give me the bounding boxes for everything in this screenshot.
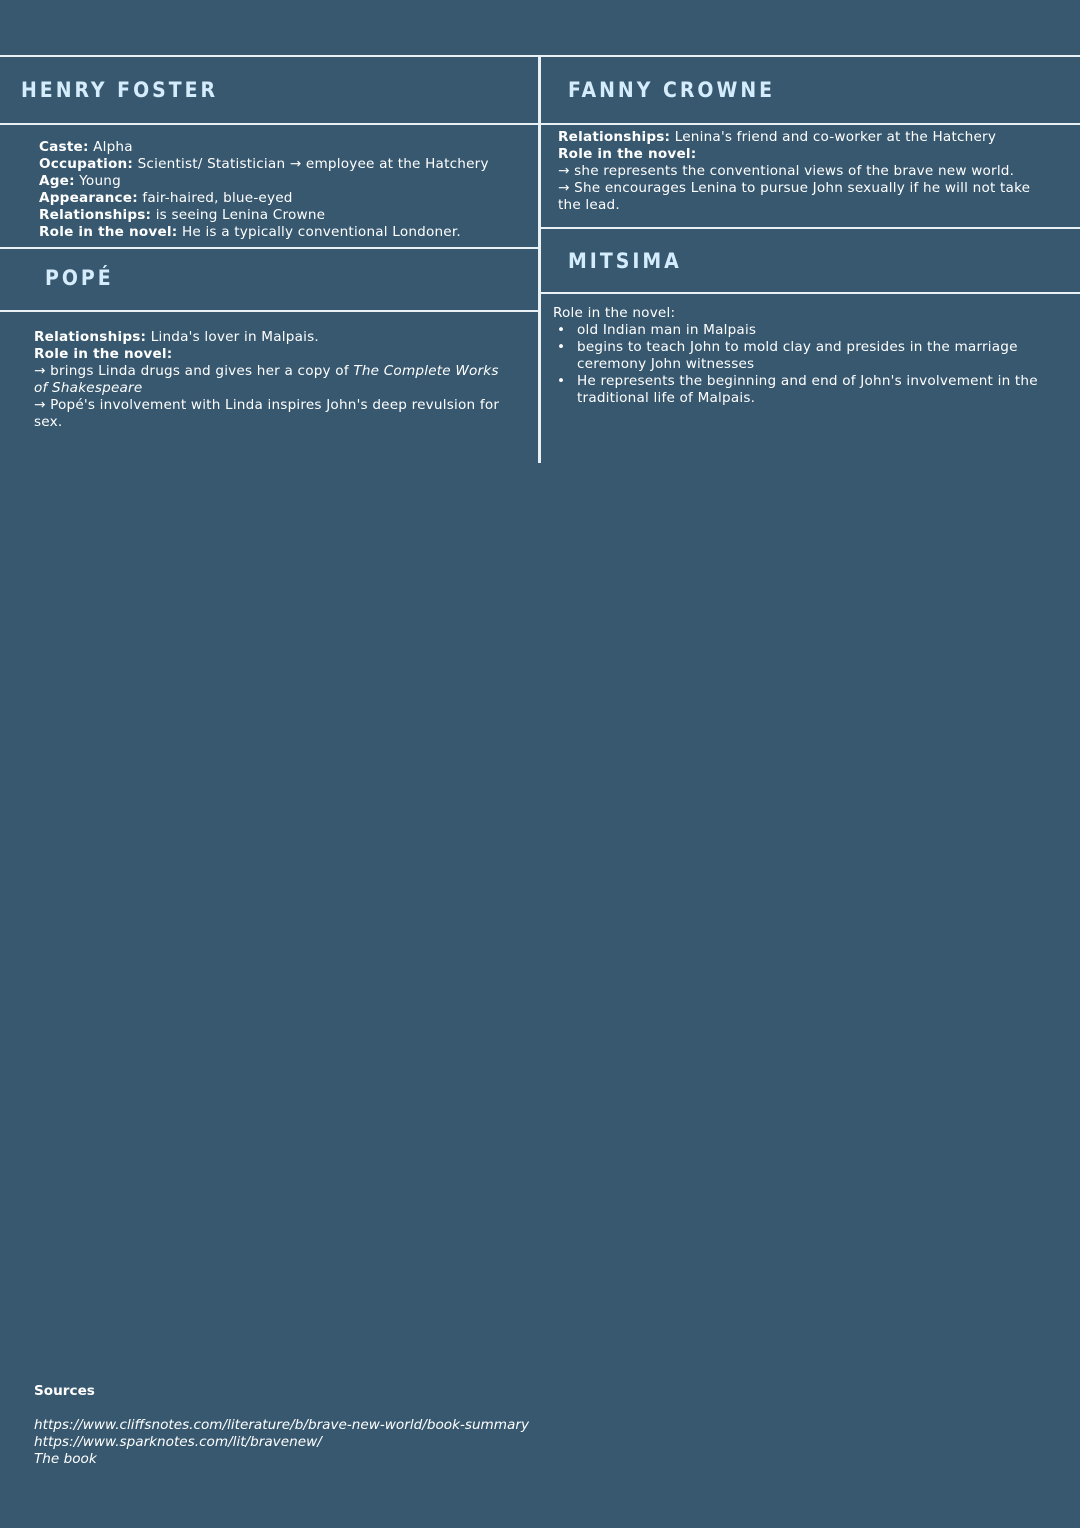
henry-appearance: Appearance: fair-haired, blue-eyed [39, 189, 293, 206]
henry-relationships: Relationships: is seeing Lenina Crowne [39, 206, 326, 223]
henry-age: Age: Young [39, 172, 121, 189]
fanny-role-label: Role in the novel: [558, 145, 697, 162]
pope-role-line-2: → Popé's involvement with Linda inspires John's deep revulsion for sex. [34, 396, 500, 430]
divider-right-mitsima-header-bottom [540, 292, 1080, 294]
source-item: The book [34, 1451, 97, 1467]
henry-foster-title: HENRY FOSTER [21, 78, 219, 102]
pope-role-line-1: → brings Linda drugs and gives her a copy of The Complete Works of Shakespeare [34, 362, 499, 396]
henry-occupation: Occupation: Scientist/ Statistician → employee at the Hatchery [39, 155, 489, 172]
divider-left-pope-header-bottom [0, 310, 539, 312]
source-link[interactable]: https://www.cliffsnotes.com/literature/b/brave-new-world/book-summary [34, 1417, 530, 1433]
henry-foster-details [39, 139, 529, 240]
henry-role: Role in the novel: He is a typically conventional Londoner. [39, 223, 461, 240]
mitsima-details [553, 305, 1043, 406]
divider-left-header-bottom [0, 123, 539, 125]
pope-role-label: Role in the novel: [34, 345, 173, 362]
mitsima-role-list [553, 322, 1043, 407]
fanny-crowne-title: FANNY CROWNE [568, 78, 776, 102]
mitsima-title: MITSIMA [568, 249, 682, 273]
henry-caste: Caste: Alpha [39, 139, 133, 155]
pope-book-title: The Complete Works of Shakespeare [34, 362, 499, 396]
fanny-relationships: Relationships: Lenina's friend and co-worker at the Hatchery [558, 129, 997, 145]
divider-left-middle [0, 247, 539, 249]
pope-title: POPÉ [45, 266, 114, 290]
sources-title: Sources [34, 1383, 95, 1399]
pope-details [34, 329, 514, 430]
mitsima-role-item: • old Indian man in Malpais [553, 322, 1043, 339]
mitsima-role-label: Role in the novel: [553, 305, 676, 321]
mitsima-role-item: • begins to teach John to mold clay and presides in the marriage ceremony John witnesses [553, 339, 1043, 373]
sources-list [34, 1417, 634, 1468]
source-link[interactable]: https://www.sparknotes.com/lit/bravenew/ [34, 1434, 322, 1450]
divider-right-middle [540, 227, 1080, 229]
divider-right-header-bottom [540, 123, 1080, 125]
pope-relationships: Relationships: Linda's lover in Malpais. [34, 329, 319, 345]
fanny-crowne-details [558, 129, 1038, 214]
mitsima-role-item: • He represents the beginning and end of John's involvement in the traditional life of Malpais. [553, 373, 1043, 407]
divider-center [538, 55, 541, 463]
fanny-role-line-1: → she represents the conventional views of the brave new world. [558, 162, 1015, 179]
fanny-role-line-2: → She encourages Lenina to pursue John sexually if he will not take the lead. [558, 179, 1031, 213]
